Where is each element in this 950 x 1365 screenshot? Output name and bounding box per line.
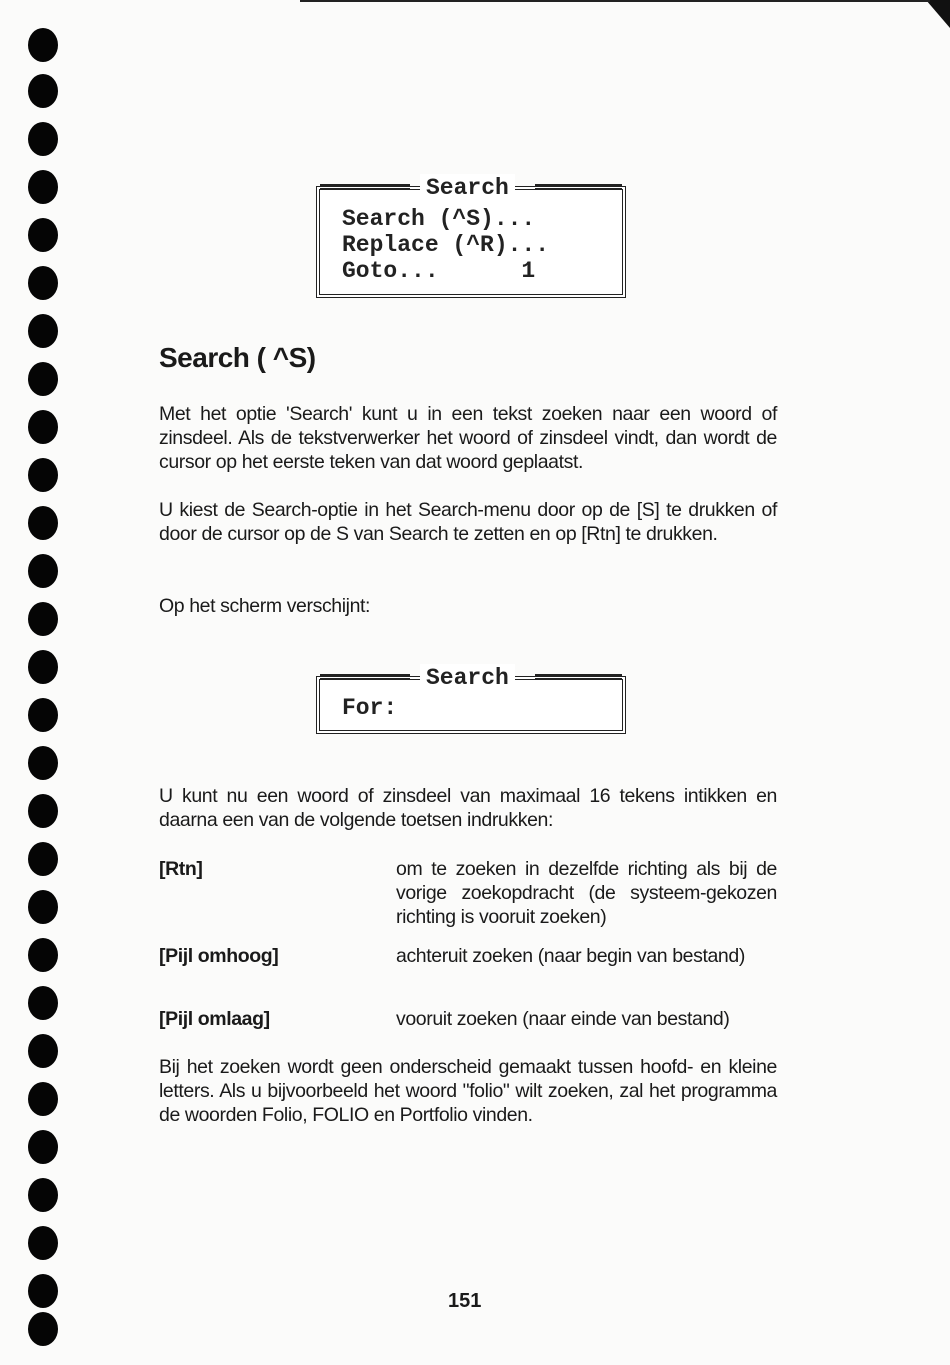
binding-hole (28, 938, 58, 972)
page-corner-shadow (926, 0, 950, 28)
page-top-edge (300, 0, 930, 2)
binding-hole (28, 986, 58, 1020)
binding-hole (28, 218, 58, 252)
binding-hole (28, 1312, 58, 1346)
binding-hole (28, 1178, 58, 1212)
title-rule-left (320, 674, 410, 680)
binding-hole (28, 314, 58, 348)
paragraph-closing: Bij het zoeken wordt geen onderscheid gemaakt tussen hoofd- en kleine letters. Als u bijvoorbeeld het woord "folio" wilt zoeken, zal het programma de woorden Folio, FOLIO en Portfolio vinden. (159, 1056, 777, 1126)
page-number: 151 (448, 1290, 482, 1312)
search-menu-screen (316, 175, 626, 298)
section-heading: Search ( ^S) (159, 342, 316, 373)
title-rule-right (535, 184, 622, 190)
title-rule-left (320, 184, 410, 190)
binding-hole (28, 74, 58, 108)
binding-hole (28, 1034, 58, 1068)
title-rule-right (535, 674, 622, 680)
binding-hole (28, 1226, 58, 1260)
search-menu-titlebar (320, 174, 622, 202)
key-description-arrow-down: vooruit zoeken (naar einde van bestand) (396, 1008, 730, 1030)
paragraph-appears: Op het scherm verschijnt: (159, 595, 371, 617)
binding-hole (28, 794, 58, 828)
key-description-rtn: om te zoeken in dezelfde richting als bij de vorige zoekopdracht (de systeem-gekozen richting is vooruit zoeken) (396, 858, 777, 928)
binding-hole (28, 266, 58, 300)
binding-hole (28, 890, 58, 924)
paragraph-choose: U kiest de Search-optie in het Search-menu door op de [S] te drukken of door de cursor op de S van Search te zetten en op [Rtn] te drukken. (159, 499, 777, 545)
key-label-rtn: [Rtn] (159, 858, 203, 880)
search-for-input[interactable]: For: (342, 695, 398, 721)
binding-hole (28, 506, 58, 540)
search-prompt-titlebar (320, 664, 622, 692)
binding-hole (28, 1274, 58, 1308)
search-prompt-screen (316, 665, 626, 734)
binding-hole (28, 458, 58, 492)
paragraph-after-box: U kunt nu een woord of zinsdeel van maximaal 16 tekens intikken en daarna een van de volgende toetsen indrukken: (159, 785, 777, 831)
binding-hole (28, 650, 58, 684)
binding-hole (28, 698, 58, 732)
search-prompt-title: Search (420, 664, 515, 692)
menu-item-goto[interactable]: Goto... 1 (342, 258, 536, 284)
binding-hole (28, 602, 58, 636)
menu-item-search[interactable]: Search (^S)... (342, 206, 536, 232)
menu-item-replace[interactable]: Replace (^R)... (342, 232, 550, 258)
binding-hole (28, 1130, 58, 1164)
key-description-arrow-up: achteruit zoeken (naar begin van bestand) (396, 945, 745, 967)
binding-hole (28, 746, 58, 780)
binding-holes (28, 22, 62, 1352)
binding-hole (28, 842, 58, 876)
binding-hole (28, 28, 58, 62)
binding-hole (28, 554, 58, 588)
binding-hole (28, 362, 58, 396)
key-label-arrow-down: [Pijl omlaag] (159, 1008, 270, 1030)
binding-hole (28, 410, 58, 444)
search-menu-title: Search (420, 174, 515, 202)
paragraph-intro: Met het optie 'Search' kunt u in een tekst zoeken naar een woord of zinsdeel. Als de tekstverwerker het woord of zinsdeel vindt, dan wordt de cursor op het eerste teken van dat woord geplaatst. (159, 403, 777, 473)
key-label-arrow-up: [Pijl omhoog] (159, 945, 279, 967)
binding-hole (28, 122, 58, 156)
binding-hole (28, 170, 58, 204)
binding-hole (28, 1082, 58, 1116)
